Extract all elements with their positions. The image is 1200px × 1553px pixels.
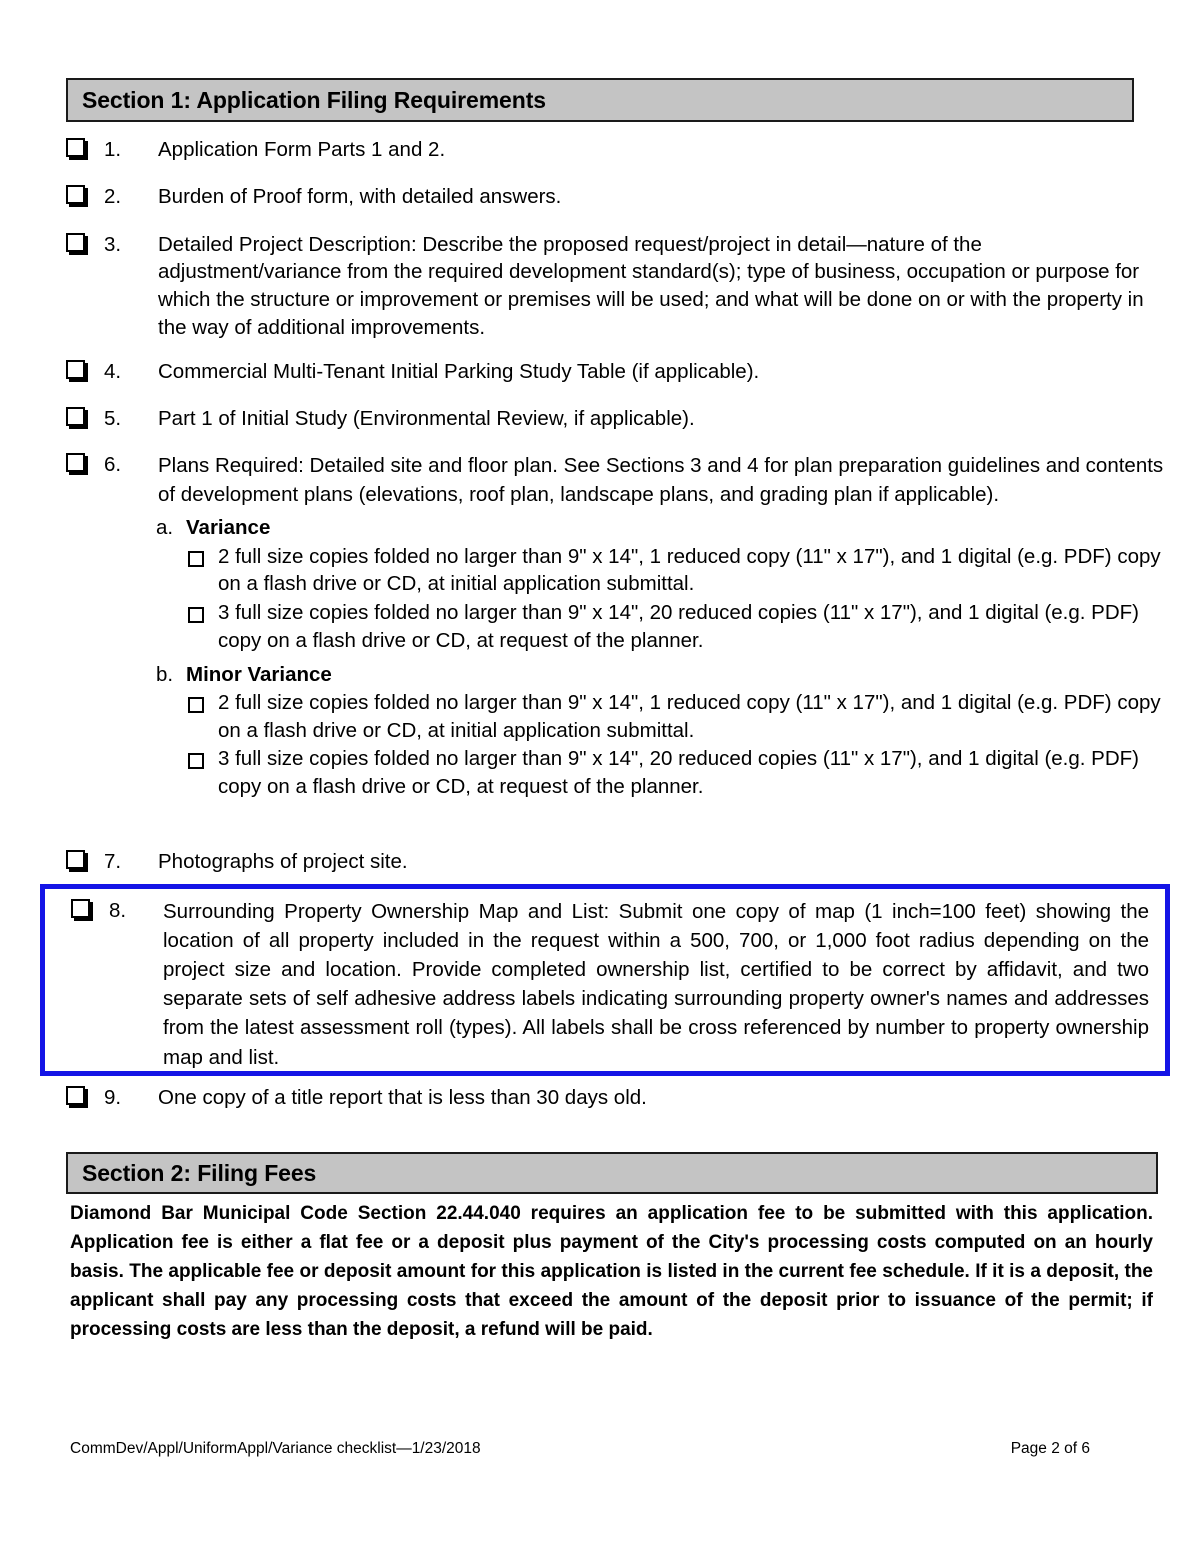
checklist-item-9 — [66, 1084, 1166, 1111]
item-number-5: 5. — [104, 407, 122, 431]
item-text-4: Commercial Multi-Tenant Initial Parking Study Table (if applicable). — [158, 360, 760, 383]
checklist-item-2 — [66, 183, 1166, 210]
item-text-2: Burden of Proof form, with detailed answers. — [158, 185, 562, 209]
checkbox-cell-b1 — [188, 689, 218, 721]
item-text-8: Surrounding Property Ownership Map and List: Submit one copy of map (1 inch=100 feet) showing the location of all property included in the request within a 500, 700, or 1,000 foot radius depending on the project size and location. Provide completed ownership list, certified to be correct by affidavit, and two separate sets of self adhesive address labels indicating surrounding property owner's names and addresses from the latest assessment roll (types). All labels shall be cross referenced by number to property ownership map and list. — [163, 900, 1149, 1069]
checklist-items-1-to-6 — [66, 136, 1166, 802]
item-text-1: Application Form Parts 1 and 2. — [158, 138, 446, 161]
subsection-a-bullet-1-text: 2 full size copies folded no larger than 9" x 14", 1 reduced copy (11" x 17"), and 1 digital (e.g. PDF) copy on a flash drive or CD, at initial application submittal. — [218, 544, 1161, 596]
item-number-1: 1. — [104, 138, 122, 161]
checklist-item-5 — [66, 405, 1166, 432]
item-number-3: 3. — [104, 232, 122, 256]
checklist-item-8 — [71, 897, 1149, 1072]
item-text-5: Part 1 of Initial Study (Environmental Review, if applicable). — [158, 407, 695, 431]
checklist-item-6 — [66, 451, 1166, 802]
checkbox-cell-a2 — [188, 599, 218, 631]
unchecked-box-shadow-icon[interactable] — [66, 453, 85, 472]
unchecked-box-shadow-icon[interactable] — [66, 850, 85, 869]
unchecked-box-shadow-icon[interactable] — [66, 185, 85, 204]
subsection-b-letter: b. — [156, 662, 174, 686]
checkbox-cell-9 — [66, 1084, 104, 1110]
checkbox-cell-b2 — [188, 745, 218, 777]
subsection-b-heading — [156, 661, 1166, 688]
subsection-b-bullet-2-text: 3 full size copies folded no larger than 9" x 14", 20 reduced copies (11" x 17"), and 1 digital (e.g. PDF) copy on a flash drive or CD, at request of the planner. — [218, 747, 1139, 798]
subsection-a-label: Variance — [186, 516, 271, 540]
unchecked-box-icon[interactable] — [188, 753, 204, 769]
item-6-body — [158, 451, 1166, 802]
item-number-9: 9. — [104, 1086, 122, 1109]
unchecked-box-icon[interactable] — [188, 697, 204, 713]
item-6-subsection-a — [158, 514, 1166, 654]
unchecked-box-icon[interactable] — [188, 607, 204, 623]
unchecked-box-shadow-icon[interactable] — [66, 407, 85, 426]
subsection-b-bullet-2 — [188, 745, 1166, 800]
item-6-subsection-b — [158, 661, 1166, 801]
checkbox-cell-7 — [66, 848, 104, 874]
item-text-6: Plans Required: Detailed site and floor plan. See Sections 3 and 4 for plan preparation guidelines and contents of development plans (elevations, roof plan, landscape plans, and grading plan if applicable). — [158, 453, 1164, 507]
item-number-2: 2. — [104, 185, 122, 209]
checkbox-cell-8 — [71, 897, 109, 923]
unchecked-box-shadow-icon[interactable] — [71, 899, 90, 918]
subsection-b-bullets — [188, 689, 1166, 801]
unchecked-box-shadow-icon[interactable] — [66, 233, 85, 252]
subsection-a-heading — [156, 514, 1166, 541]
checkbox-cell-6 — [66, 451, 104, 477]
section-2-title: Section 2: Filing Fees — [82, 1159, 317, 1186]
subsection-a-bullet-2 — [188, 599, 1166, 654]
checkbox-cell-3 — [66, 231, 104, 257]
item-text-3: Detailed Project Description: Describe the proposed request/project in detail—nature of the adjustment/variance from the required development standard(s); type of business, occupation or purpose for which the structure or improvement or premises will be used; and what will be done on or with the property in the way of additional improvements. — [158, 232, 1144, 340]
item-number-8: 8. — [109, 899, 127, 922]
unchecked-box-shadow-icon[interactable] — [66, 1086, 85, 1105]
subsection-a-bullet-2-text: 3 full size copies folded no larger than 9" x 14", 20 reduced copies (11" x 17"), and 1 digital (e.g. PDF) copy on a flash drive or CD, at request of the planner. — [218, 601, 1139, 652]
checkbox-cell-a1 — [188, 543, 218, 575]
checkbox-cell-4 — [66, 358, 104, 384]
footer-page-number: Page 2 of 6 — [1010, 1440, 1090, 1457]
subsection-a-bullet-1 — [188, 543, 1166, 598]
checklist-item-1 — [66, 136, 1166, 163]
item-text-9: One copy of a title report that is less than 30 days old. — [158, 1086, 647, 1109]
checklist-item-4 — [66, 358, 1166, 385]
section-1-header-bar — [66, 78, 1134, 122]
subsection-a-bullets — [188, 543, 1166, 655]
unchecked-box-shadow-icon[interactable] — [66, 138, 85, 157]
subsection-b-bullet-1-text: 2 full size copies folded no larger than 9" x 14", 1 reduced copy (11" x 17"), and 1 digital (e.g. PDF) copy on a flash drive or CD, at initial application submittal. — [218, 690, 1161, 742]
page-footer — [70, 1440, 1090, 1459]
section-2-header-bar — [66, 1152, 1158, 1194]
unchecked-box-icon[interactable] — [188, 551, 204, 567]
checkbox-cell-5 — [66, 405, 104, 431]
section-1-title: Section 1: Application Filing Requirements — [82, 86, 546, 113]
item-number-4: 4. — [104, 360, 122, 383]
subsection-b-bullet-1 — [188, 689, 1166, 744]
checklist-item-7 — [66, 848, 1166, 875]
subsection-a-letter: a. — [156, 516, 174, 540]
checkbox-cell-2 — [66, 183, 104, 209]
item-number-7: 7. — [104, 850, 122, 873]
checklist-item-3 — [66, 231, 1166, 343]
subsection-b-label: Minor Variance — [186, 662, 332, 686]
unchecked-box-shadow-icon[interactable] — [66, 360, 85, 379]
section-2-body-text: Diamond Bar Municipal Code Section 22.44.040 requires an application fee to be submitted with this application. Application fee is either a flat fee or a deposit plus payment of the City's processing costs computed on an hourly basis. The applicable fee or deposit amount for this application is listed in the current fee schedule. If it is a deposit, the applicant shall pay any processing costs that exceed the amount of the deposit prior to issuance of the permit; if processing costs are less than the deposit, a refund will be paid. — [70, 1203, 1153, 1340]
checkbox-cell-1 — [66, 136, 104, 162]
item-text-7: Photographs of project site. — [158, 850, 408, 873]
footer-file-path: CommDev/Appl/UniformAppl/Variance checklist—1/23/2018 — [70, 1440, 481, 1457]
item-number-6: 6. — [104, 452, 122, 476]
highlighted-item-8-box — [40, 884, 1170, 1076]
